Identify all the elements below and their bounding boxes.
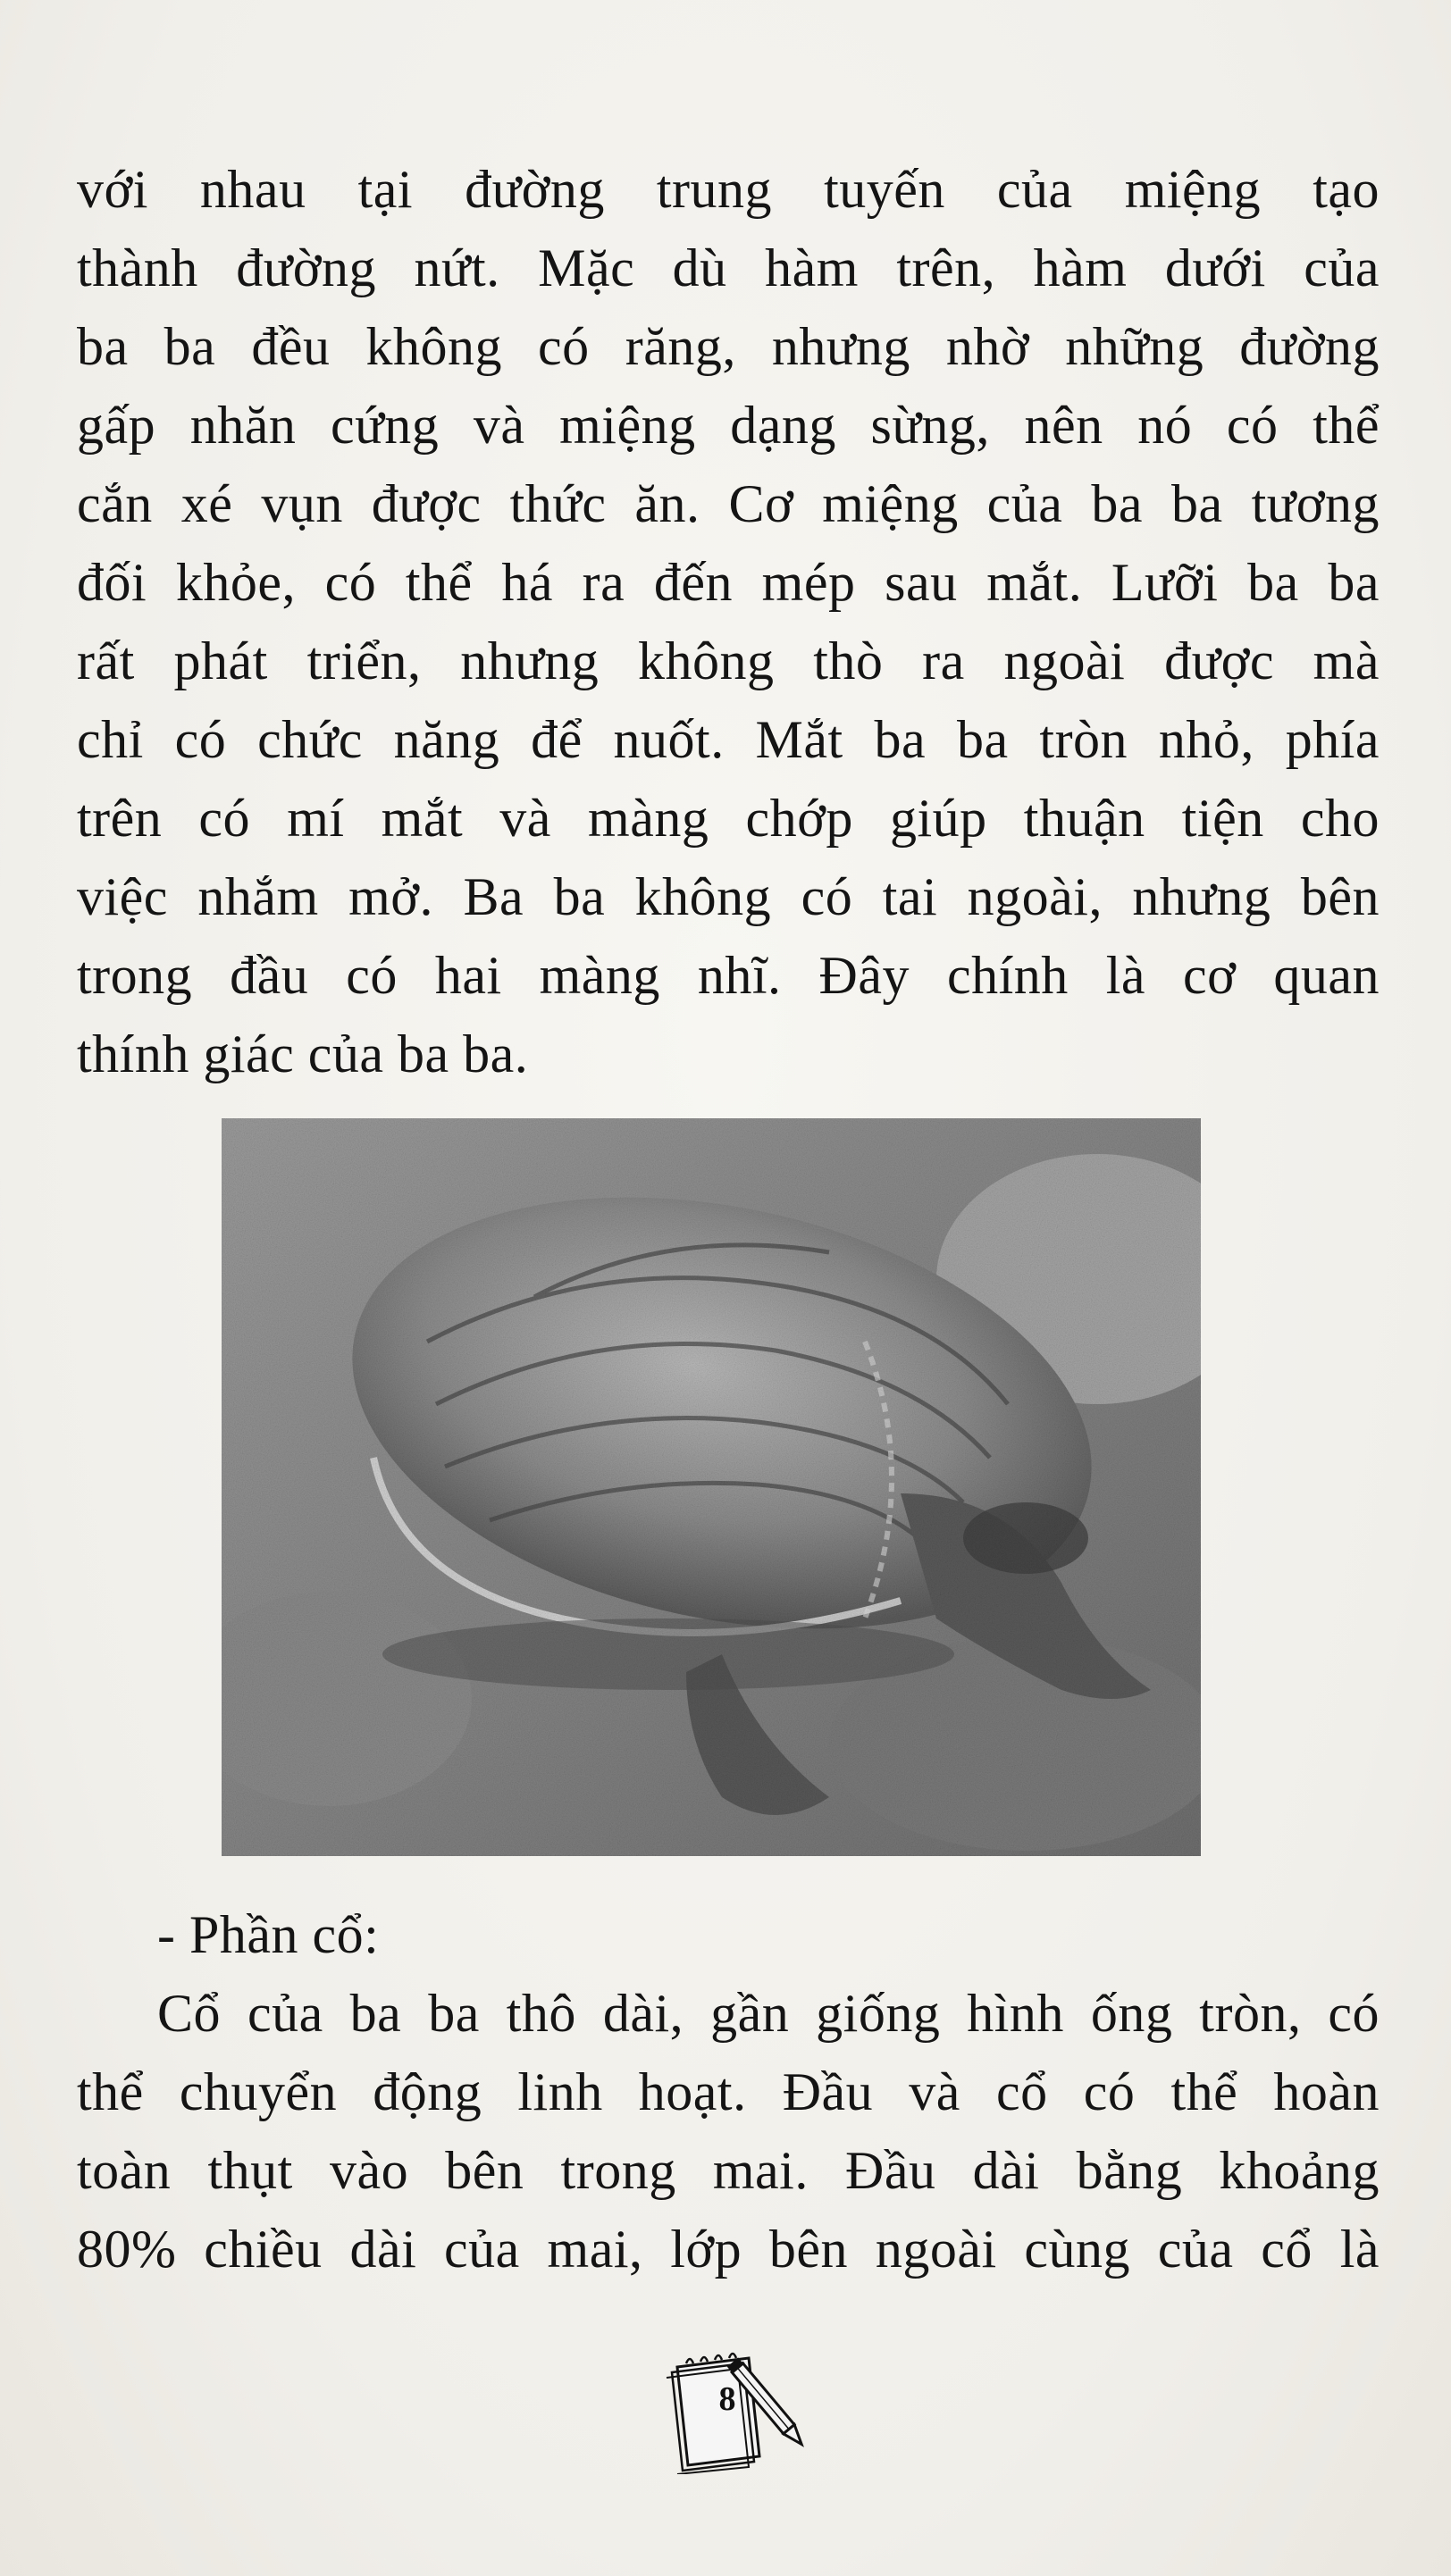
text-line: rất phát triển, nhưng không thò ra ngoài được mà bbox=[77, 631, 1380, 690]
text-line: thành đường nứt. Mặc dù hàm trên, hàm dưới của bbox=[77, 238, 1380, 297]
text-line: việc nhắm mở. Ba ba không có tai ngoài, nhưng bên bbox=[77, 867, 1380, 926]
page-footer bbox=[650, 2331, 820, 2474]
text-line: thể chuyển động linh hoạt. Đầu và cổ có thể hoàn bbox=[77, 2062, 1380, 2121]
bottom-section bbox=[77, 1895, 1380, 2288]
text-line: trên có mí mắt và màng chớp giúp thuận tiện cho bbox=[77, 789, 1380, 848]
page-number: 8 bbox=[718, 2380, 736, 2418]
text-line: chỉ có chức năng để nuốt. Mắt ba ba tròn nhỏ, phía bbox=[77, 710, 1380, 769]
section-heading: - Phần cổ: bbox=[157, 1905, 380, 1964]
text-line: ba ba đều không có răng, nhưng nhờ những đường bbox=[77, 317, 1380, 376]
text-line: Cổ của ba ba thô dài, gần giống hình ống tròn, có bbox=[157, 1984, 1380, 2043]
text-line: với nhau tại đường trung tuyến của miệng tạo bbox=[77, 160, 1380, 219]
text-line: 80% chiều dài của mai, lớp bên ngoài cùng của cổ là bbox=[77, 2220, 1380, 2279]
text-line: gấp nhăn cứng và miệng dạng sừng, nên nó có thể bbox=[77, 396, 1380, 455]
text-line: cắn xé vụn được thức ăn. Cơ miệng của ba ba tương bbox=[77, 474, 1380, 533]
text-line: trong đầu có hai màng nhĩ. Đây chính là cơ quan bbox=[77, 946, 1380, 1005]
soft-shell-turtle-photo bbox=[222, 1118, 1201, 1856]
top-paragraph bbox=[77, 150, 1380, 1093]
text-line: đối khỏe, có thể há ra đến mép sau mắt. Lưỡi ba ba bbox=[77, 553, 1380, 612]
text-line: thính giác của ba ba. bbox=[77, 1025, 529, 1083]
text-line: toàn thụt vào bên trong mai. Đầu dài bằng khoảng bbox=[77, 2141, 1380, 2200]
